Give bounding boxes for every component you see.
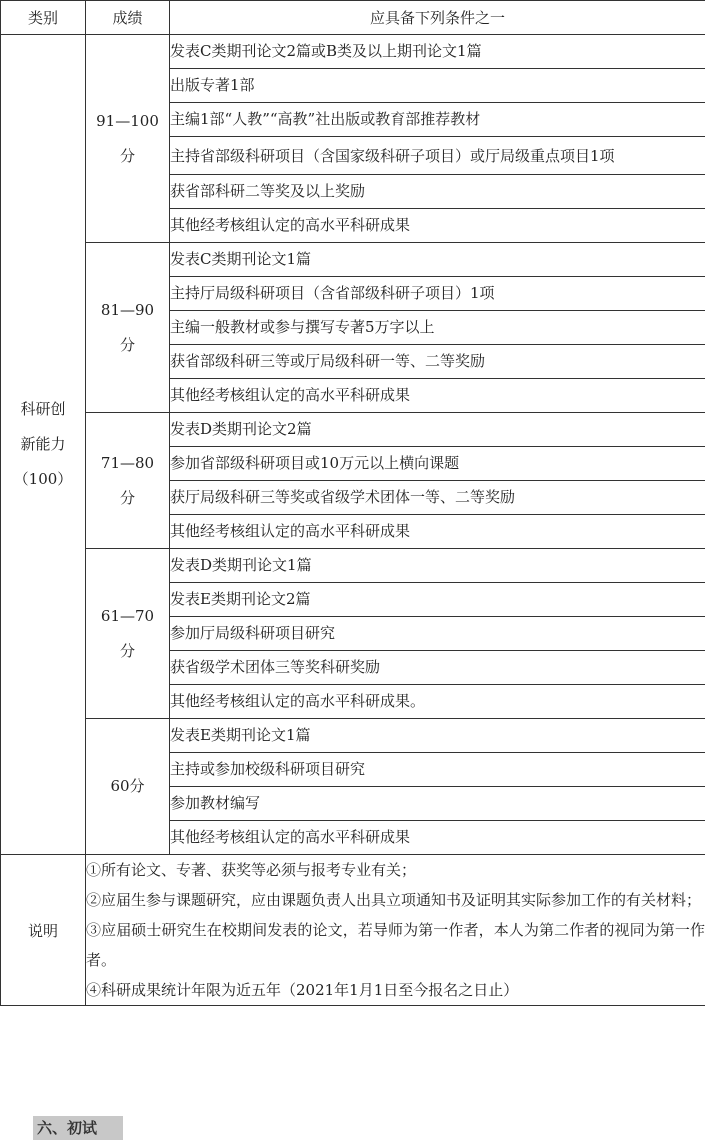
grade-label-line: 60分 xyxy=(86,769,169,804)
condition-item: 主持省部级科研项目（含国家级科研子项目）或厅局级重点项目1项 xyxy=(170,137,705,175)
category-label-line: 新能力 xyxy=(1,427,85,462)
note-item: ②应届生参与课题研究，应由课题负责人出具立项通知书及证明其实际参加工作的有关材料； xyxy=(86,885,705,915)
condition-item: 发表D类期刊论文1篇 xyxy=(170,549,705,583)
table-row xyxy=(1,35,705,69)
grade-cell xyxy=(86,719,170,855)
condition-item: 参加厅局级科研项目研究 xyxy=(170,617,705,651)
note-item: ③应届硕士研究生在校期间发表的论文，若导师为第一作者，本人为第二作者的视同为第一作者。 xyxy=(86,915,705,975)
header-grade: 成绩 xyxy=(86,1,170,35)
condition-item: 主编1部“人教”“高教”社出版或教育部推荐教材 xyxy=(170,103,705,137)
grade-cell xyxy=(86,35,170,243)
notes-cell xyxy=(86,855,705,1006)
grade-cell xyxy=(86,243,170,413)
section-heading: 六、初试 xyxy=(33,1116,123,1140)
grade-label-line: 61—70 xyxy=(86,599,169,634)
table-row xyxy=(1,243,705,277)
condition-item: 出版专著1部 xyxy=(170,69,705,103)
grade-label-line: 71—80 xyxy=(86,446,169,481)
notes-label: 说明 xyxy=(1,855,86,1006)
header-conditions: 应具备下列条件之一 xyxy=(170,1,705,35)
condition-item: 参加省部级科研项目或10万元以上横向课题 xyxy=(170,447,705,481)
condition-item: 发表C类期刊论文2篇或B类及以上期刊论文1篇 xyxy=(170,35,705,69)
condition-item: 其他经考核组认定的高水平科研成果 xyxy=(170,821,705,855)
condition-item: 主编一般教材或参与撰写专著5万字以上 xyxy=(170,311,705,345)
condition-item: 获省级学术团体三等奖科研奖励 xyxy=(170,651,705,685)
condition-item: 发表D类期刊论文2篇 xyxy=(170,413,705,447)
grade-label-line: 91—100 xyxy=(86,104,169,139)
table-row xyxy=(1,549,705,583)
grade-label-line: 分 xyxy=(86,634,169,669)
grade-label-line: 81—90 xyxy=(86,293,169,328)
header-row xyxy=(1,1,705,35)
header-category: 类别 xyxy=(1,1,86,35)
condition-item: 获省部科研二等奖及以上奖励 xyxy=(170,175,705,209)
condition-item: 发表C类期刊论文1篇 xyxy=(170,243,705,277)
note-item: ①所有论文、专著、获奖等必须与报考专业有关； xyxy=(86,855,705,885)
condition-item: 其他经考核组认定的高水平科研成果 xyxy=(170,515,705,549)
condition-item: 其他经考核组认定的高水平科研成果 xyxy=(170,379,705,413)
note-item: ④科研成果统计年限为近五年（2021年1月1日至今报名之日止） xyxy=(86,975,705,1005)
category-cell xyxy=(1,35,86,855)
condition-item: 主持或参加校级科研项目研究 xyxy=(170,753,705,787)
grade-label-line: 分 xyxy=(86,139,169,174)
condition-item: 获省部级科研三等或厅局级科研一等、二等奖励 xyxy=(170,345,705,379)
grade-label-line: 分 xyxy=(86,481,169,516)
condition-item: 参加教材编写 xyxy=(170,787,705,821)
condition-item: 其他经考核组认定的高水平科研成果 xyxy=(170,209,705,243)
table-row xyxy=(1,413,705,447)
category-label-line: （100） xyxy=(1,462,85,497)
grade-cell xyxy=(86,413,170,549)
condition-item: 其他经考核组认定的高水平科研成果。 xyxy=(170,685,705,719)
grade-cell xyxy=(86,549,170,719)
notes-row xyxy=(1,855,705,1006)
condition-item: 主持厅局级科研项目（含省部级科研子项目）1项 xyxy=(170,277,705,311)
condition-item: 发表E类期刊论文1篇 xyxy=(170,719,705,753)
condition-item: 发表E类期刊论文2篇 xyxy=(170,583,705,617)
category-label-line: 科研创 xyxy=(1,392,85,427)
condition-item: 获厅局级科研三等奖或省级学术团体一等、二等奖励 xyxy=(170,481,705,515)
table-row xyxy=(1,719,705,753)
grade-label-line: 分 xyxy=(86,328,169,363)
